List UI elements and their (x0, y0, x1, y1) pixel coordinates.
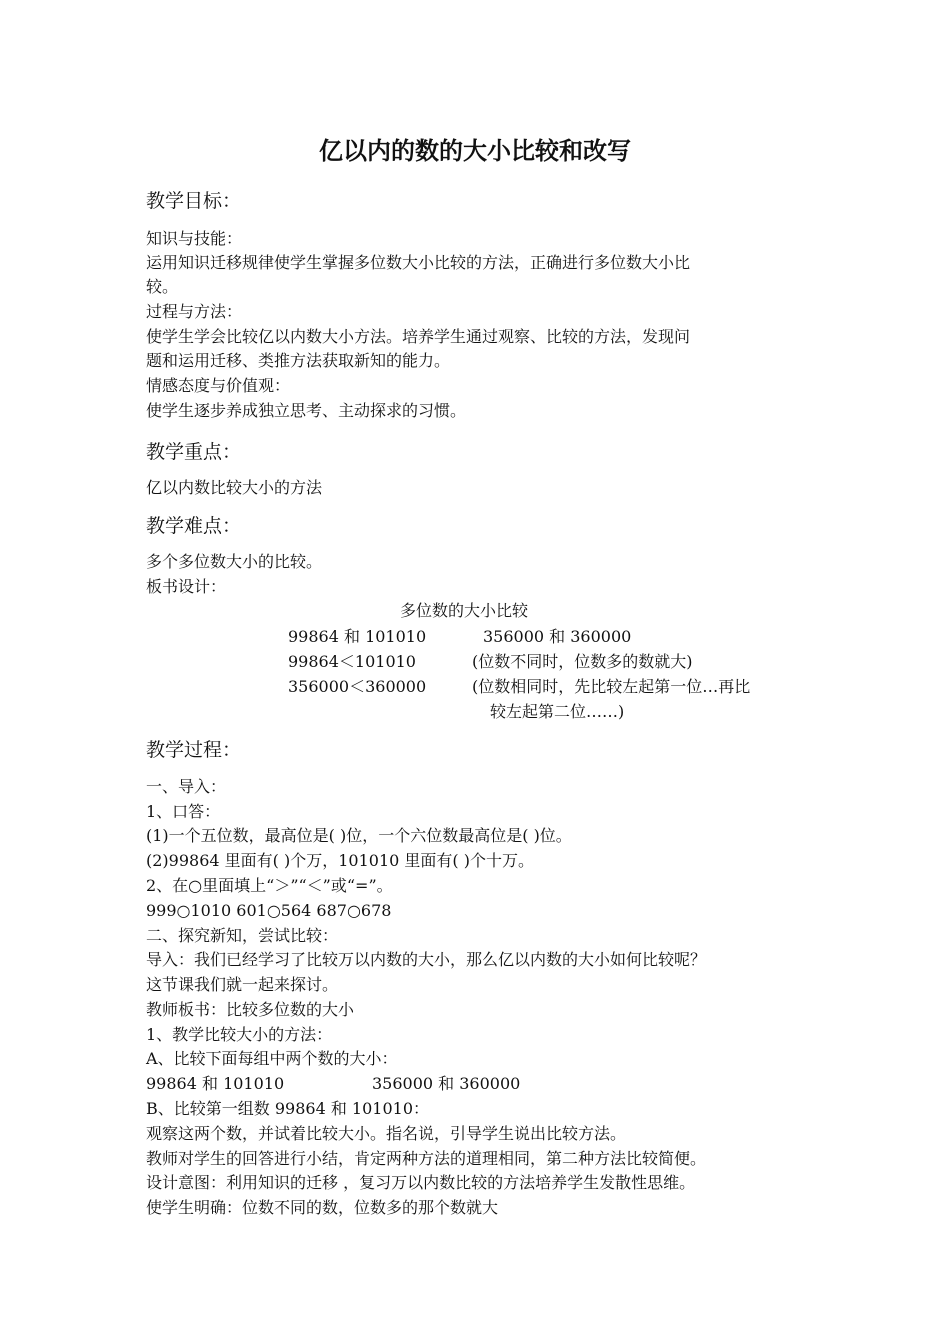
objectives-line: 情感态度与价值观： (146, 376, 291, 395)
key-point-heading: 教学重点： (146, 441, 242, 463)
board-title: 多位数的大小比较 (400, 601, 529, 620)
process-line: 教师板书：比较多位数的大小 (146, 1000, 355, 1019)
process-line: 导入：我们已经学习了比较万以内数的大小，那么亿以内数的大小如何比较呢？ (146, 950, 707, 969)
process-line: 一、导入： (146, 777, 227, 796)
process-heading: 教学过程： (146, 739, 242, 761)
process-line: 999○1010 601○564 687○678 (146, 901, 392, 920)
process-line: 1、教学比较大小的方法： (146, 1025, 333, 1044)
board-row2-left: 99864＜101010 (288, 652, 416, 671)
board-row4-right: 较左起第二位……) (490, 702, 625, 721)
process-line: (2)99864 里面有( )个万，101010 里面有( )个十万。 (146, 851, 534, 870)
process-line: 使学生明确：位数不同的数，位数多的那个数就大 (146, 1198, 499, 1217)
objectives-line: 知识与技能： (146, 229, 243, 248)
page-title: 亿以内的数的大小比较和改写 (319, 137, 631, 165)
board-row2-right: (位数不同时，位数多的数就大) (472, 652, 693, 671)
board-row1-left: 99864 和 101010 (288, 627, 427, 646)
objectives-line: 使学生逐步养成独立思考、主动探求的习惯。 (146, 401, 467, 420)
process-line: 观察这两个数，并试着比较大小。指名说，引导学生说出比较方法。 (146, 1124, 627, 1143)
objectives-line: 题和运用迁移、类推方法获取新知的能力。 (146, 351, 451, 370)
process-line: (1)一个五位数，最高位是( )位，一个六位数最高位是( )位。 (146, 826, 572, 845)
process-line: B、比较第一组数 99864 和 101010： (146, 1099, 429, 1118)
objectives-line: 过程与方法： (146, 302, 243, 321)
board-row3-left: 356000＜360000 (288, 677, 427, 696)
compare-left: 99864 和 101010 (146, 1074, 285, 1093)
objectives-line: 运用知识迁移规律使学生掌握多位数大小比较的方法，正确进行多位数大小比 (146, 253, 691, 272)
difficulty-text: 多个多位数大小的比较。 (146, 552, 323, 571)
process-line: 二、探究新知，尝试比较： (146, 926, 339, 945)
process-line: 1、口答： (146, 802, 221, 821)
key-point-text: 亿以内数比较大小的方法 (146, 478, 323, 497)
objectives-line: 较。 (146, 277, 179, 296)
board-label: 板书设计： (146, 577, 227, 596)
board-row3-right: (位数相同时，先比较左起第一位…再比 (472, 677, 751, 696)
difficulty-heading: 教学难点： (146, 515, 242, 537)
compare-right: 356000 和 360000 (372, 1074, 521, 1093)
objectives-heading: 教学目标： (146, 190, 242, 212)
process-line: 设计意图：利用知识的迁移 ，复习万以内数比较的方法培养学生发散性思维。 (146, 1173, 696, 1192)
process-line: A、比较下面每组中两个数的大小： (146, 1049, 398, 1068)
board-row1-right: 356000 和 360000 (483, 627, 632, 646)
process-line: 教师对学生的回答进行小结，肯定两种方法的道理相同，第二种方法比较简便。 (146, 1149, 707, 1168)
process-line: 2、在○里面填上“＞”“＜”或“=”。 (146, 876, 393, 895)
objectives-line: 使学生学会比较亿以内数大小方法。培养学生通过观察、比较的方法，发现问 (146, 327, 691, 346)
process-line: 这节课我们就一起来探讨。 (146, 975, 339, 994)
